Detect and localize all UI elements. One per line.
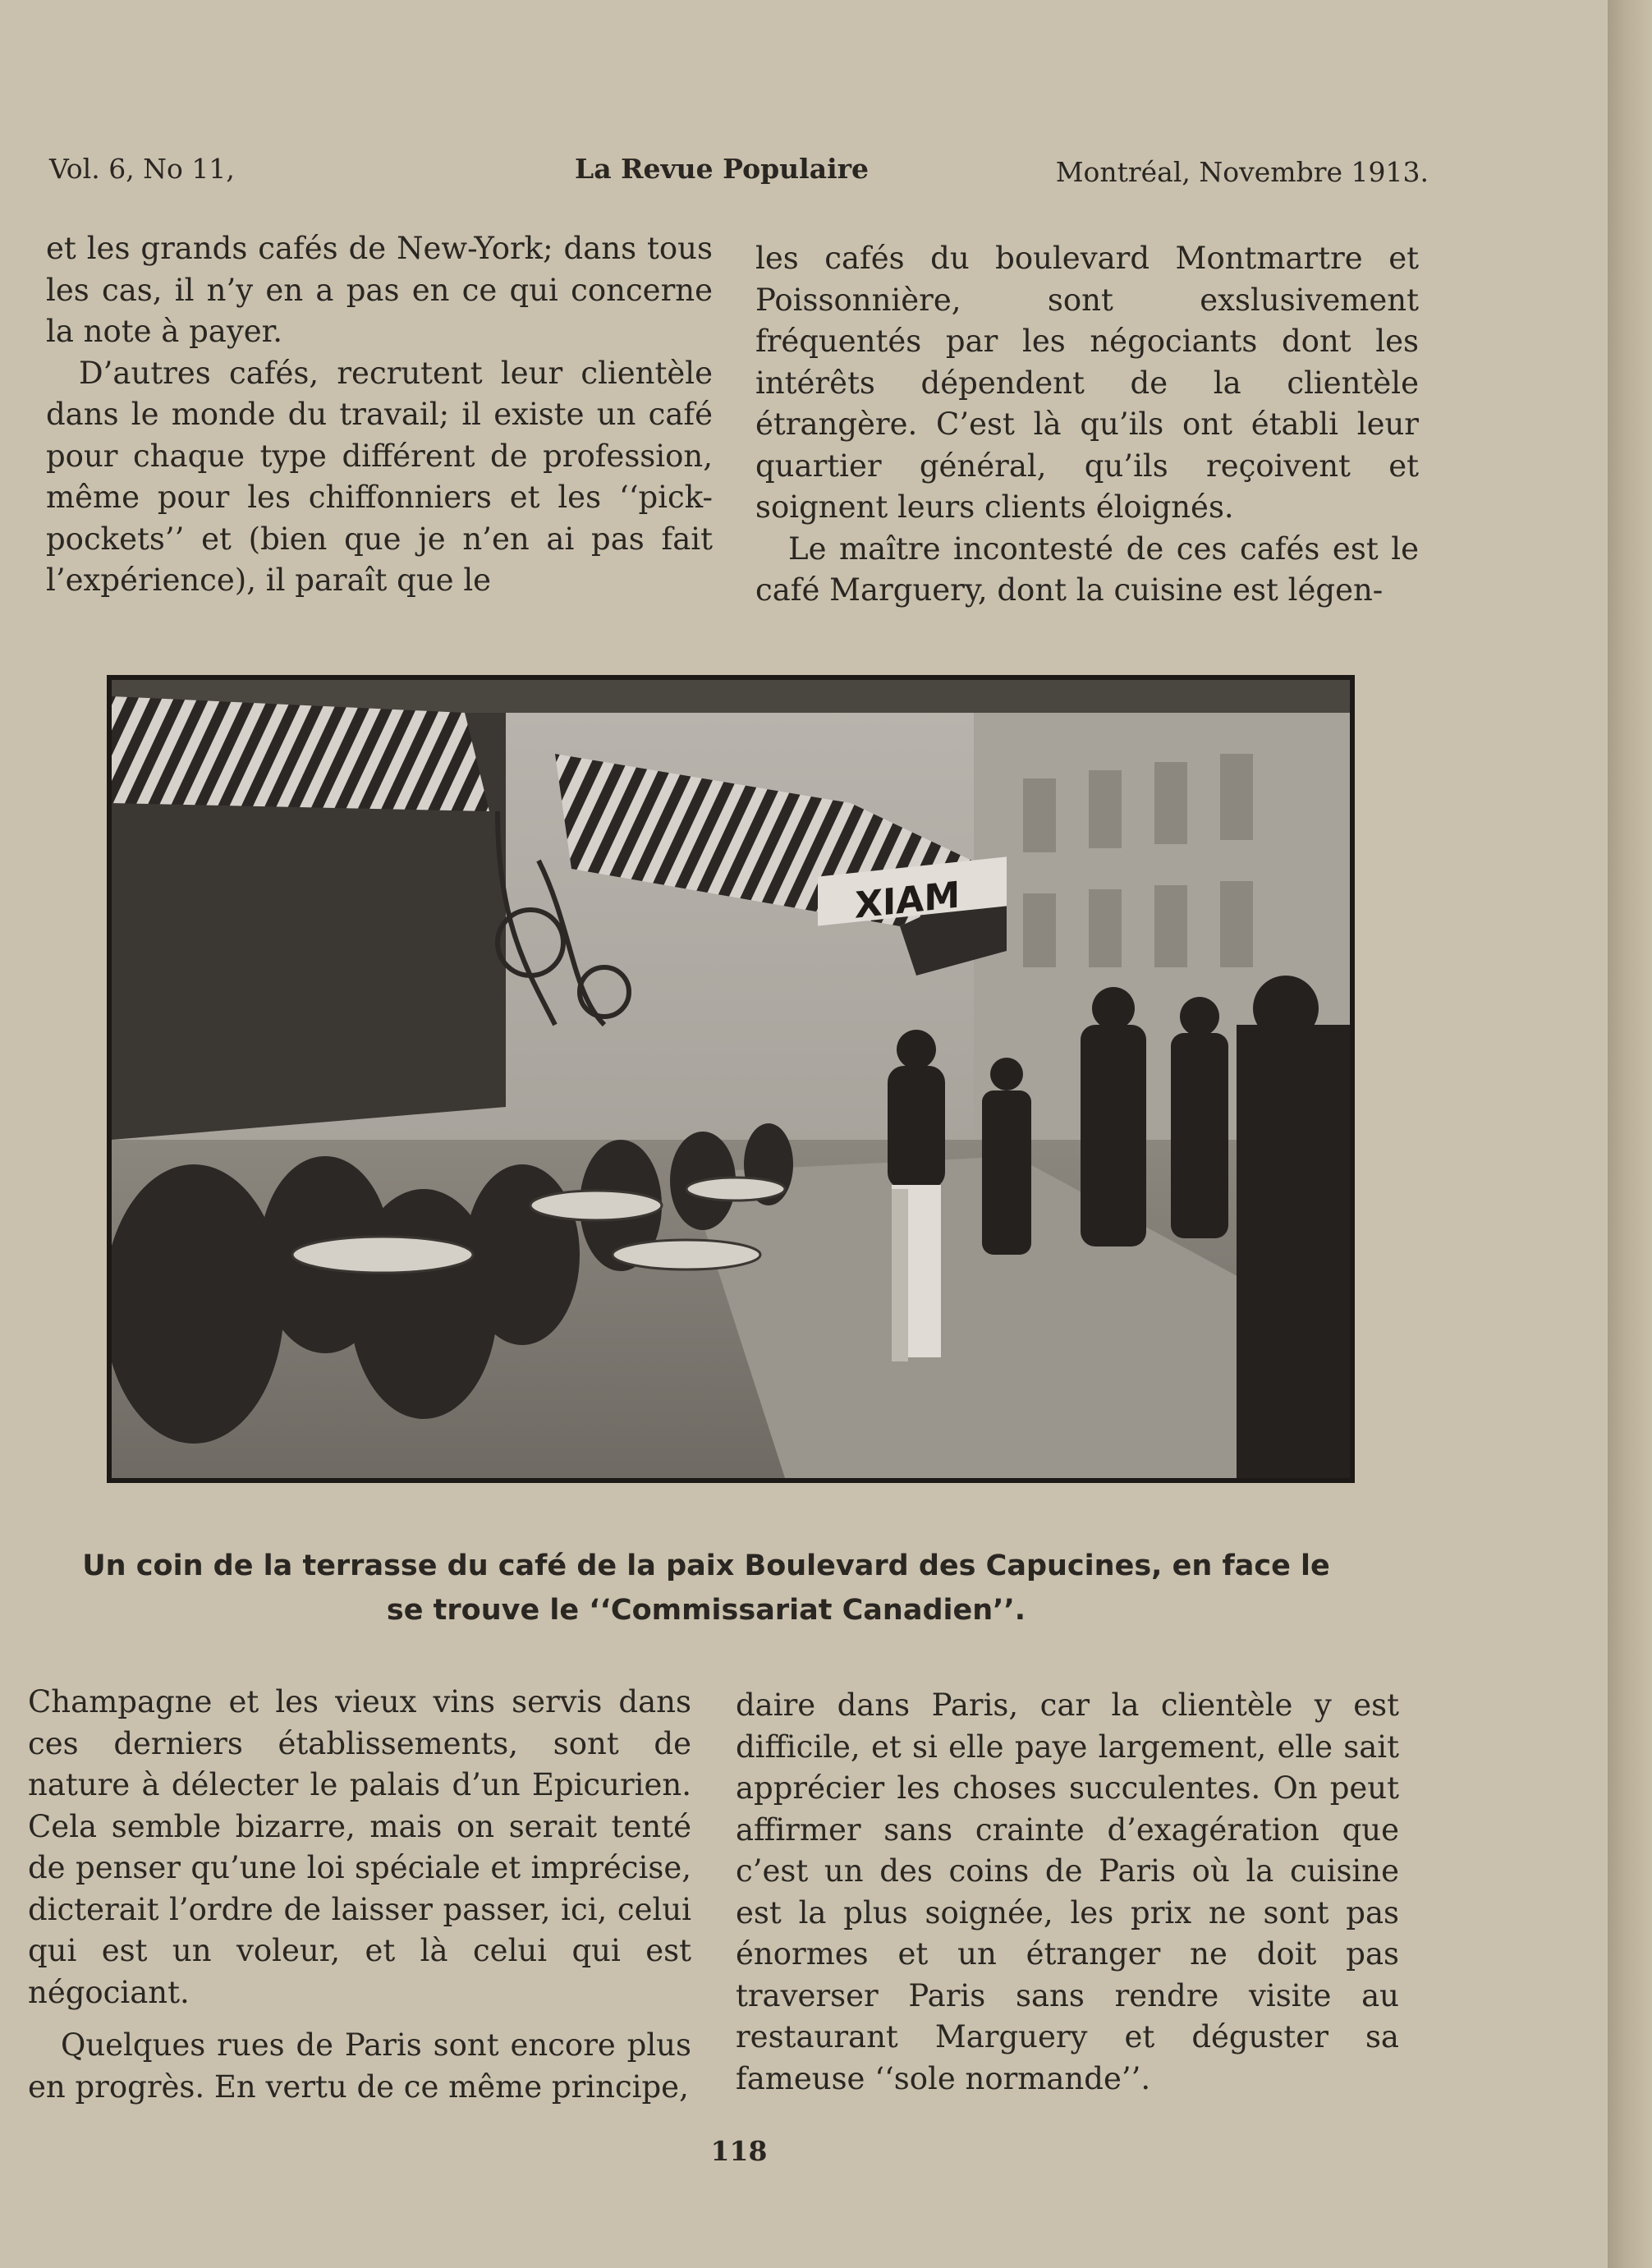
column-top-left [46,228,713,602]
paragraph: daire dans Paris, car la clientèle y est difficile, et si elle paye largement, elle sait apprécier les choses succulentes. On peut affirmer sans crainte d’exagération que c’est un des coins de Paris où la cuisine est la plus soignée, les prix ne sont pas énormes et un étranger ne doit pas traverser Paris sans rendre visite au restaurant Marguery et déguster sa fameuse ‘‘sole normande’’. [736,1687,1399,2096]
journal-title: La Revue Populaire [575,153,869,185]
volume-number: Vol. 6, No 11, [49,153,235,185]
paragraph: les cafés du boulevard Montmartre et Poissonnière, sont exslusivement fréquentés par les négociants dont les intérêts dépendent de la clientèle étrangère. C’est là qu’ils ont établi leur quartier général, qu’ils reçoivent et soignent leurs clients éloignés. [755,241,1419,525]
awning-sign-text: XIAM [855,874,961,927]
paragraph: D’autres cafés, recrutent leur clientèle dans le monde du travail; il existe un café pour chaque type différent de profession, même pour les chiffonniers et les ‘‘pick-pockets’’ et (bien que je n’en ai pas fait l’expérience), il paraît que le [46,355,713,598]
paragraph: Champagne et les vieux vins servis dans ces derniers établissements, sont de nature à délecter le palais d’un Epicurien. Cela semble bizarre, mais on serait tenté de penser qu’une loi spéciale et imprécise, dicterait l’ordre de laisser passer, ici, celui qui est un voleur, et là celui qui est négociant. [28,1684,691,2010]
page-edge-shadow [1608,0,1652,2268]
caption-line-2: se trouve le ‘‘Commissariat Canadien’’. [386,1594,1026,1627]
page-number: 118 [710,2135,768,2167]
photo-caption [33,1544,1379,1632]
caption-line-1: Un coin de la terrasse du café de la paix Boulevard des Capucines, en face le [82,1549,1330,1582]
column-bottom-left [28,1682,691,2108]
cafe-terrace-photograph [107,675,1355,1483]
column-bottom-right [736,1685,1399,2100]
paragraph: et les grands cafés de New-York; dans tous les cas, il n’y en a pas en ce qui concerne la note à payer. [46,231,713,349]
running-header [49,153,1429,194]
dateline: Montréal, Novembre 1913. [1055,156,1429,188]
paragraph: Le maître incontesté de ces cafés est le café Marguery, dont la cuisine est légen- [755,530,1419,608]
photo-halftone [112,680,1350,1478]
paragraph: Quelques rues de Paris sont encore plus en progrès. En vertu de ce même principe, [28,2027,691,2105]
column-top-right [755,238,1419,612]
